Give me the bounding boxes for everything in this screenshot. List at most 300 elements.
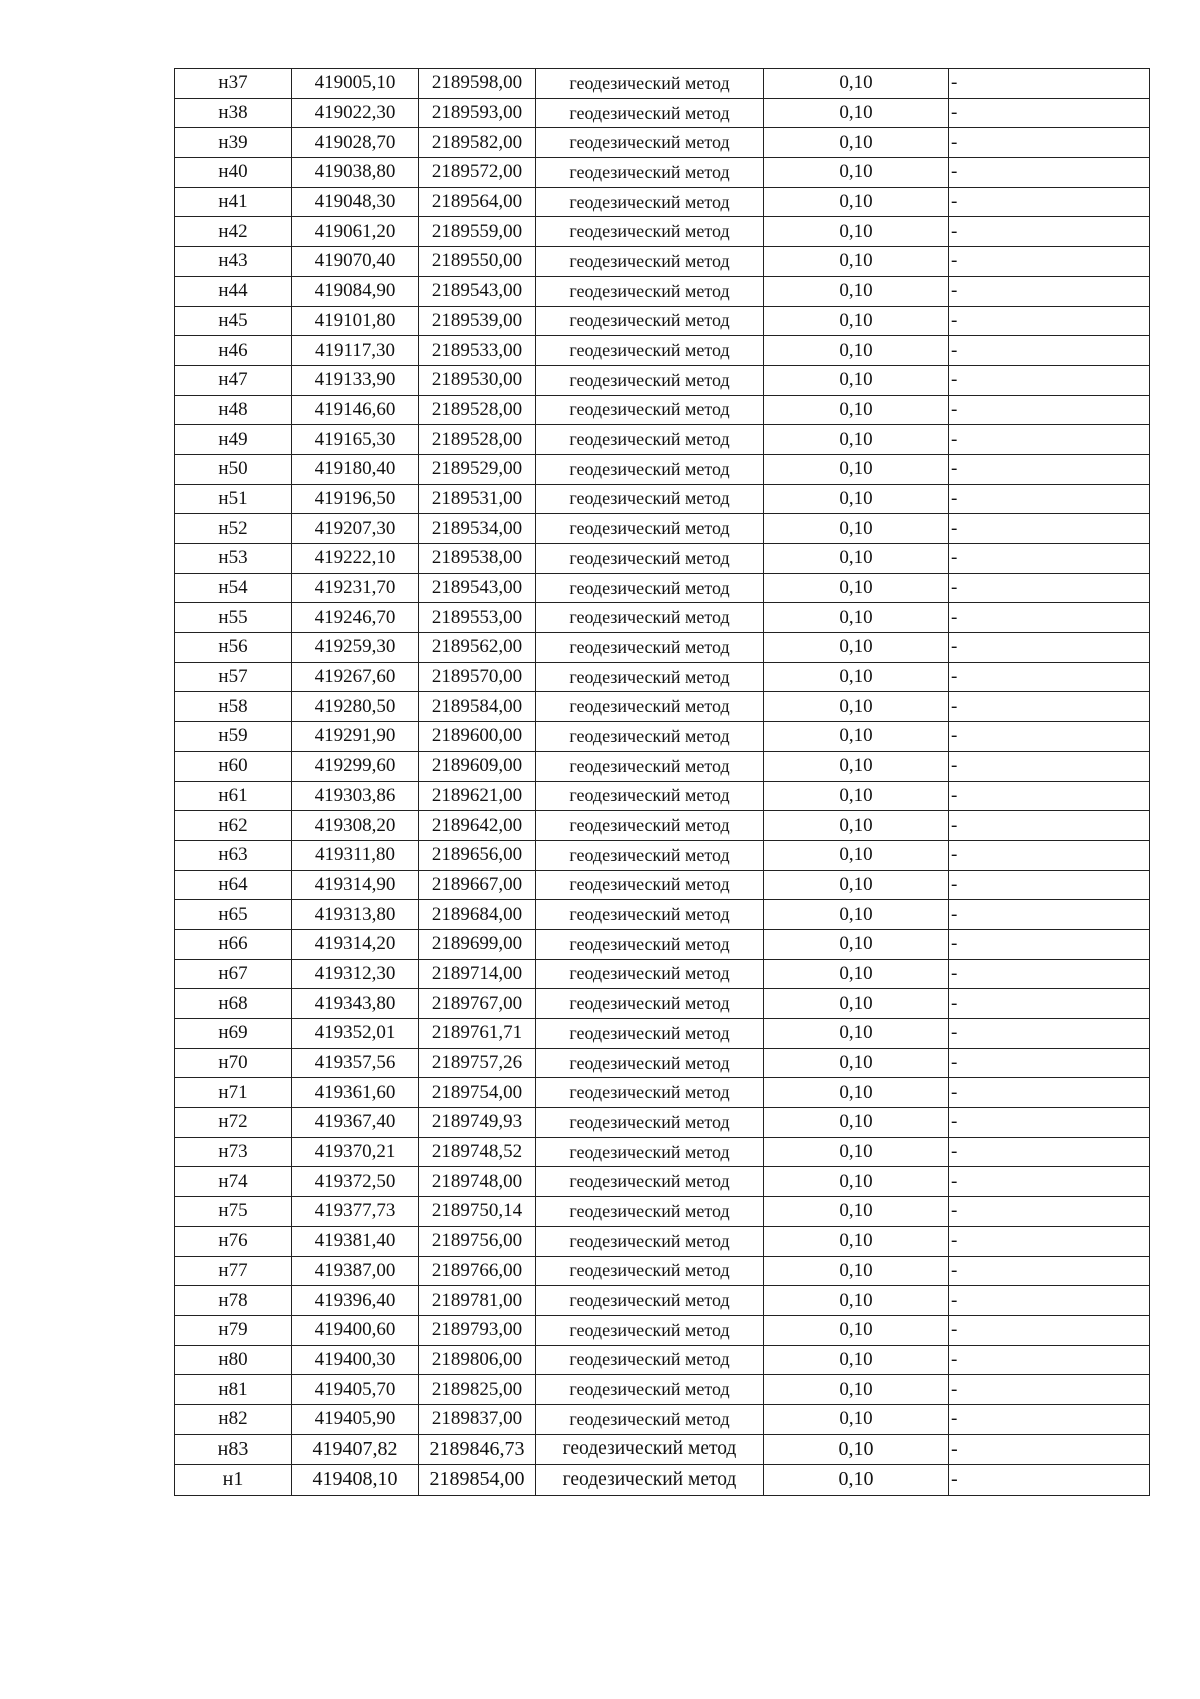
note-cell: - <box>949 247 1150 277</box>
method-cell: геодезический метод <box>536 514 764 544</box>
table-row <box>175 187 1150 217</box>
table-row <box>175 1019 1150 1049</box>
table-row <box>175 454 1150 484</box>
method-cell: геодезический метод <box>536 158 764 188</box>
note-cell: - <box>949 692 1150 722</box>
note-cell: - <box>949 217 1150 247</box>
note-cell: - <box>949 1315 1150 1345</box>
accuracy-cell: 0,10 <box>764 544 949 574</box>
method-cell: геодезический метод <box>536 1078 764 1108</box>
point-id-cell: н63 <box>175 840 292 870</box>
table-row <box>175 811 1150 841</box>
y-coordinate-cell: 2189559,00 <box>419 217 536 247</box>
y-coordinate-cell: 2189609,00 <box>419 751 536 781</box>
accuracy-cell: 0,10 <box>764 1375 949 1405</box>
table-row <box>175 306 1150 336</box>
table-row <box>175 929 1150 959</box>
y-coordinate-cell: 2189754,00 <box>419 1078 536 1108</box>
method-cell: геодезический метод <box>536 128 764 158</box>
note-cell: - <box>949 484 1150 514</box>
point-id-cell: н60 <box>175 751 292 781</box>
accuracy-cell: 0,10 <box>764 603 949 633</box>
method-cell: геодезический метод <box>536 69 764 99</box>
note-cell: - <box>949 1108 1150 1138</box>
table-row <box>175 395 1150 425</box>
method-cell: геодезический метод <box>536 781 764 811</box>
x-coordinate-cell: 419400,30 <box>292 1345 419 1375</box>
y-coordinate-cell: 2189767,00 <box>419 989 536 1019</box>
y-coordinate-cell: 2189543,00 <box>419 276 536 306</box>
method-cell: геодезический метод <box>536 484 764 514</box>
point-id-cell: н44 <box>175 276 292 306</box>
method-cell: геодезический метод <box>536 573 764 603</box>
method-cell: геодезический метод <box>536 1404 764 1434</box>
note-cell: - <box>949 276 1150 306</box>
coordinates-table <box>174 68 1150 1496</box>
note-cell: - <box>949 514 1150 544</box>
x-coordinate-cell: 419207,30 <box>292 514 419 544</box>
method-cell: геодезический метод <box>536 840 764 870</box>
method-cell: геодезический метод <box>536 454 764 484</box>
point-id-cell: н50 <box>175 454 292 484</box>
table-row <box>175 1197 1150 1227</box>
note-cell: - <box>949 187 1150 217</box>
accuracy-cell: 0,10 <box>764 1465 949 1496</box>
y-coordinate-cell: 2189572,00 <box>419 158 536 188</box>
x-coordinate-cell: 419222,10 <box>292 544 419 574</box>
point-id-cell: н42 <box>175 217 292 247</box>
accuracy-cell: 0,10 <box>764 454 949 484</box>
table-row <box>175 365 1150 395</box>
point-id-cell: н61 <box>175 781 292 811</box>
x-coordinate-cell: 419146,60 <box>292 395 419 425</box>
point-id-cell: н55 <box>175 603 292 633</box>
x-coordinate-cell: 419267,60 <box>292 662 419 692</box>
point-id-cell: н77 <box>175 1256 292 1286</box>
method-cell: геодезический метод <box>536 1019 764 1049</box>
y-coordinate-cell: 2189756,00 <box>419 1226 536 1256</box>
table-row <box>175 1345 1150 1375</box>
point-id-cell: н37 <box>175 69 292 99</box>
method-cell: геодезический метод <box>536 1108 764 1138</box>
x-coordinate-cell: 419303,86 <box>292 781 419 811</box>
note-cell: - <box>949 662 1150 692</box>
accuracy-cell: 0,10 <box>764 929 949 959</box>
method-cell: геодезический метод <box>536 1197 764 1227</box>
x-coordinate-cell: 419405,70 <box>292 1375 419 1405</box>
method-cell: геодезический метод <box>536 1345 764 1375</box>
y-coordinate-cell: 2189699,00 <box>419 929 536 959</box>
point-id-cell: н56 <box>175 633 292 663</box>
x-coordinate-cell: 419180,40 <box>292 454 419 484</box>
point-id-cell: н47 <box>175 365 292 395</box>
accuracy-cell: 0,10 <box>764 573 949 603</box>
method-cell: геодезический метод <box>536 1048 764 1078</box>
y-coordinate-cell: 2189600,00 <box>419 722 536 752</box>
point-id-cell: н58 <box>175 692 292 722</box>
point-id-cell: н71 <box>175 1078 292 1108</box>
x-coordinate-cell: 419165,30 <box>292 425 419 455</box>
y-coordinate-cell: 2189528,00 <box>419 425 536 455</box>
point-id-cell: н66 <box>175 929 292 959</box>
x-coordinate-cell: 419308,20 <box>292 811 419 841</box>
accuracy-cell: 0,10 <box>764 840 949 870</box>
note-cell: - <box>949 158 1150 188</box>
note-cell: - <box>949 1197 1150 1227</box>
method-cell: геодезический метод <box>536 544 764 574</box>
table-row <box>175 692 1150 722</box>
note-cell: - <box>949 336 1150 366</box>
x-coordinate-cell: 419022,30 <box>292 98 419 128</box>
x-coordinate-cell: 419048,30 <box>292 187 419 217</box>
y-coordinate-cell: 2189553,00 <box>419 603 536 633</box>
y-coordinate-cell: 2189598,00 <box>419 69 536 99</box>
x-coordinate-cell: 419312,30 <box>292 959 419 989</box>
x-coordinate-cell: 419314,90 <box>292 870 419 900</box>
y-coordinate-cell: 2189793,00 <box>419 1315 536 1345</box>
accuracy-cell: 0,10 <box>764 365 949 395</box>
y-coordinate-cell: 2189714,00 <box>419 959 536 989</box>
accuracy-cell: 0,10 <box>764 1019 949 1049</box>
accuracy-cell: 0,10 <box>764 484 949 514</box>
x-coordinate-cell: 419299,60 <box>292 751 419 781</box>
point-id-cell: н79 <box>175 1315 292 1345</box>
y-coordinate-cell: 2189684,00 <box>419 900 536 930</box>
method-cell: геодезический метод <box>536 1375 764 1405</box>
note-cell: - <box>949 365 1150 395</box>
note-cell: - <box>949 633 1150 663</box>
point-id-cell: н82 <box>175 1404 292 1434</box>
table-row <box>175 840 1150 870</box>
table-row <box>175 336 1150 366</box>
point-id-cell: н1 <box>175 1465 292 1496</box>
accuracy-cell: 0,10 <box>764 158 949 188</box>
y-coordinate-cell: 2189564,00 <box>419 187 536 217</box>
point-id-cell: н81 <box>175 1375 292 1405</box>
note-cell: - <box>949 454 1150 484</box>
x-coordinate-cell: 419381,40 <box>292 1226 419 1256</box>
table-row <box>175 276 1150 306</box>
method-cell: геодезический метод <box>536 1226 764 1256</box>
method-cell: геодезический метод <box>536 1286 764 1316</box>
y-coordinate-cell: 2189530,00 <box>419 365 536 395</box>
table-row <box>175 1375 1150 1405</box>
accuracy-cell: 0,10 <box>764 1345 949 1375</box>
point-id-cell: н70 <box>175 1048 292 1078</box>
accuracy-cell: 0,10 <box>764 514 949 544</box>
note-cell: - <box>949 1226 1150 1256</box>
y-coordinate-cell: 2189757,26 <box>419 1048 536 1078</box>
point-id-cell: н80 <box>175 1345 292 1375</box>
x-coordinate-cell: 419405,90 <box>292 1404 419 1434</box>
note-cell: - <box>949 751 1150 781</box>
x-coordinate-cell: 419280,50 <box>292 692 419 722</box>
y-coordinate-cell: 2189621,00 <box>419 781 536 811</box>
point-id-cell: н67 <box>175 959 292 989</box>
note-cell: - <box>949 98 1150 128</box>
accuracy-cell: 0,10 <box>764 1108 949 1138</box>
table-row <box>175 247 1150 277</box>
accuracy-cell: 0,10 <box>764 1137 949 1167</box>
table-row <box>175 603 1150 633</box>
note-cell: - <box>949 1019 1150 1049</box>
point-id-cell: н49 <box>175 425 292 455</box>
y-coordinate-cell: 2189761,71 <box>419 1019 536 1049</box>
x-coordinate-cell: 419038,80 <box>292 158 419 188</box>
point-id-cell: н54 <box>175 573 292 603</box>
y-coordinate-cell: 2189806,00 <box>419 1345 536 1375</box>
method-cell: геодезический метод <box>536 1137 764 1167</box>
table-row <box>175 1286 1150 1316</box>
point-id-cell: н73 <box>175 1137 292 1167</box>
x-coordinate-cell: 419357,56 <box>292 1048 419 1078</box>
accuracy-cell: 0,10 <box>764 128 949 158</box>
accuracy-cell: 0,10 <box>764 247 949 277</box>
point-id-cell: н62 <box>175 811 292 841</box>
accuracy-cell: 0,10 <box>764 98 949 128</box>
table-row <box>175 1048 1150 1078</box>
table-row <box>175 781 1150 811</box>
accuracy-cell: 0,10 <box>764 959 949 989</box>
note-cell: - <box>949 781 1150 811</box>
method-cell: геодезический метод <box>536 1315 764 1345</box>
y-coordinate-cell: 2189825,00 <box>419 1375 536 1405</box>
table-row <box>175 98 1150 128</box>
note-cell: - <box>949 573 1150 603</box>
accuracy-cell: 0,10 <box>764 662 949 692</box>
accuracy-cell: 0,10 <box>764 1078 949 1108</box>
point-id-cell: н59 <box>175 722 292 752</box>
note-cell: - <box>949 929 1150 959</box>
y-coordinate-cell: 2189550,00 <box>419 247 536 277</box>
point-id-cell: н45 <box>175 306 292 336</box>
note-cell: - <box>949 1434 1150 1465</box>
accuracy-cell: 0,10 <box>764 722 949 752</box>
note-cell: - <box>949 603 1150 633</box>
note-cell: - <box>949 1404 1150 1434</box>
point-id-cell: н64 <box>175 870 292 900</box>
table-row <box>175 662 1150 692</box>
y-coordinate-cell: 2189529,00 <box>419 454 536 484</box>
table-row <box>175 1137 1150 1167</box>
table-row <box>175 1404 1150 1434</box>
note-cell: - <box>949 1137 1150 1167</box>
table-row <box>175 484 1150 514</box>
method-cell: геодезический метод <box>536 900 764 930</box>
method-cell: геодезический метод <box>536 870 764 900</box>
accuracy-cell: 0,10 <box>764 1256 949 1286</box>
method-cell: геодезический метод <box>536 247 764 277</box>
accuracy-cell: 0,10 <box>764 336 949 366</box>
method-cell: геодезический метод <box>536 336 764 366</box>
accuracy-cell: 0,10 <box>764 1286 949 1316</box>
x-coordinate-cell: 419231,70 <box>292 573 419 603</box>
accuracy-cell: 0,10 <box>764 425 949 455</box>
note-cell: - <box>949 306 1150 336</box>
accuracy-cell: 0,10 <box>764 900 949 930</box>
note-cell: - <box>949 900 1150 930</box>
y-coordinate-cell: 2189593,00 <box>419 98 536 128</box>
accuracy-cell: 0,10 <box>764 751 949 781</box>
x-coordinate-cell: 419246,70 <box>292 603 419 633</box>
note-cell: - <box>949 544 1150 574</box>
method-cell: геодезический метод <box>536 306 764 336</box>
point-id-cell: н38 <box>175 98 292 128</box>
y-coordinate-cell: 2189584,00 <box>419 692 536 722</box>
y-coordinate-cell: 2189748,52 <box>419 1137 536 1167</box>
y-coordinate-cell: 2189538,00 <box>419 544 536 574</box>
y-coordinate-cell: 2189748,00 <box>419 1167 536 1197</box>
table-row <box>175 870 1150 900</box>
x-coordinate-cell: 419313,80 <box>292 900 419 930</box>
point-id-cell: н78 <box>175 1286 292 1316</box>
y-coordinate-cell: 2189528,00 <box>419 395 536 425</box>
x-coordinate-cell: 419028,70 <box>292 128 419 158</box>
table-row <box>175 1226 1150 1256</box>
accuracy-cell: 0,10 <box>764 395 949 425</box>
accuracy-cell: 0,10 <box>764 1226 949 1256</box>
method-cell: геодезический метод <box>536 959 764 989</box>
note-cell: - <box>949 1345 1150 1375</box>
x-coordinate-cell: 419084,90 <box>292 276 419 306</box>
accuracy-cell: 0,10 <box>764 811 949 841</box>
accuracy-cell: 0,10 <box>764 1404 949 1434</box>
y-coordinate-cell: 2189570,00 <box>419 662 536 692</box>
accuracy-cell: 0,10 <box>764 306 949 336</box>
accuracy-cell: 0,10 <box>764 1167 949 1197</box>
method-cell: геодезический метод <box>536 751 764 781</box>
point-id-cell: н52 <box>175 514 292 544</box>
x-coordinate-cell: 419407,82 <box>292 1434 419 1465</box>
table-row <box>175 1167 1150 1197</box>
point-id-cell: н41 <box>175 187 292 217</box>
note-cell: - <box>949 395 1150 425</box>
table-row <box>175 1465 1150 1496</box>
point-id-cell: н76 <box>175 1226 292 1256</box>
note-cell: - <box>949 128 1150 158</box>
method-cell: геодезический метод <box>536 662 764 692</box>
x-coordinate-cell: 419400,60 <box>292 1315 419 1345</box>
table-row <box>175 69 1150 99</box>
y-coordinate-cell: 2189543,00 <box>419 573 536 603</box>
x-coordinate-cell: 419314,20 <box>292 929 419 959</box>
table-row <box>175 1256 1150 1286</box>
point-id-cell: н39 <box>175 128 292 158</box>
accuracy-cell: 0,10 <box>764 1197 949 1227</box>
method-cell: геодезический метод <box>536 929 764 959</box>
note-cell: - <box>949 1465 1150 1496</box>
point-id-cell: н68 <box>175 989 292 1019</box>
x-coordinate-cell: 419352,01 <box>292 1019 419 1049</box>
accuracy-cell: 0,10 <box>764 989 949 1019</box>
x-coordinate-cell: 419396,40 <box>292 1286 419 1316</box>
y-coordinate-cell: 2189582,00 <box>419 128 536 158</box>
y-coordinate-cell: 2189766,00 <box>419 1256 536 1286</box>
method-cell: геодезический метод <box>536 1167 764 1197</box>
y-coordinate-cell: 2189562,00 <box>419 633 536 663</box>
point-id-cell: н72 <box>175 1108 292 1138</box>
method-cell: геодезический метод <box>536 692 764 722</box>
x-coordinate-cell: 419133,90 <box>292 365 419 395</box>
method-cell: геодезический метод <box>536 1434 764 1465</box>
y-coordinate-cell: 2189750,14 <box>419 1197 536 1227</box>
point-id-cell: н65 <box>175 900 292 930</box>
note-cell: - <box>949 840 1150 870</box>
y-coordinate-cell: 2189531,00 <box>419 484 536 514</box>
x-coordinate-cell: 419311,80 <box>292 840 419 870</box>
table-row <box>175 1434 1150 1465</box>
table-row <box>175 989 1150 1019</box>
note-cell: - <box>949 1375 1150 1405</box>
table-row <box>175 128 1150 158</box>
y-coordinate-cell: 2189642,00 <box>419 811 536 841</box>
y-coordinate-cell: 2189533,00 <box>419 336 536 366</box>
point-id-cell: н57 <box>175 662 292 692</box>
x-coordinate-cell: 419343,80 <box>292 989 419 1019</box>
note-cell: - <box>949 811 1150 841</box>
table-row <box>175 1078 1150 1108</box>
x-coordinate-cell: 419259,30 <box>292 633 419 663</box>
method-cell: геодезический метод <box>536 217 764 247</box>
table-row <box>175 751 1150 781</box>
note-cell: - <box>949 1286 1150 1316</box>
x-coordinate-cell: 419117,30 <box>292 336 419 366</box>
accuracy-cell: 0,10 <box>764 276 949 306</box>
accuracy-cell: 0,10 <box>764 217 949 247</box>
note-cell: - <box>949 722 1150 752</box>
accuracy-cell: 0,10 <box>764 870 949 900</box>
x-coordinate-cell: 419196,50 <box>292 484 419 514</box>
point-id-cell: н48 <box>175 395 292 425</box>
table-row <box>175 1108 1150 1138</box>
accuracy-cell: 0,10 <box>764 1048 949 1078</box>
accuracy-cell: 0,10 <box>764 187 949 217</box>
x-coordinate-cell: 419101,80 <box>292 306 419 336</box>
note-cell: - <box>949 959 1150 989</box>
point-id-cell: н83 <box>175 1434 292 1465</box>
point-id-cell: н46 <box>175 336 292 366</box>
table-body <box>175 69 1150 1496</box>
method-cell: геодезический метод <box>536 989 764 1019</box>
point-id-cell: н75 <box>175 1197 292 1227</box>
x-coordinate-cell: 419367,40 <box>292 1108 419 1138</box>
accuracy-cell: 0,10 <box>764 692 949 722</box>
x-coordinate-cell: 419361,60 <box>292 1078 419 1108</box>
table-row <box>175 158 1150 188</box>
method-cell: геодезический метод <box>536 98 764 128</box>
note-cell: - <box>949 1048 1150 1078</box>
accuracy-cell: 0,10 <box>764 1434 949 1465</box>
x-coordinate-cell: 419408,10 <box>292 1465 419 1496</box>
x-coordinate-cell: 419005,10 <box>292 69 419 99</box>
table-row <box>175 1315 1150 1345</box>
x-coordinate-cell: 419070,40 <box>292 247 419 277</box>
method-cell: геодезический метод <box>536 187 764 217</box>
table-row <box>175 425 1150 455</box>
method-cell: геодезический метод <box>536 395 764 425</box>
method-cell: геодезический метод <box>536 603 764 633</box>
accuracy-cell: 0,10 <box>764 69 949 99</box>
table-row <box>175 514 1150 544</box>
method-cell: геодезический метод <box>536 365 764 395</box>
table-row <box>175 217 1150 247</box>
x-coordinate-cell: 419372,50 <box>292 1167 419 1197</box>
y-coordinate-cell: 2189854,00 <box>419 1465 536 1496</box>
y-coordinate-cell: 2189846,73 <box>419 1434 536 1465</box>
note-cell: - <box>949 989 1150 1019</box>
method-cell: геодезический метод <box>536 722 764 752</box>
x-coordinate-cell: 419370,21 <box>292 1137 419 1167</box>
